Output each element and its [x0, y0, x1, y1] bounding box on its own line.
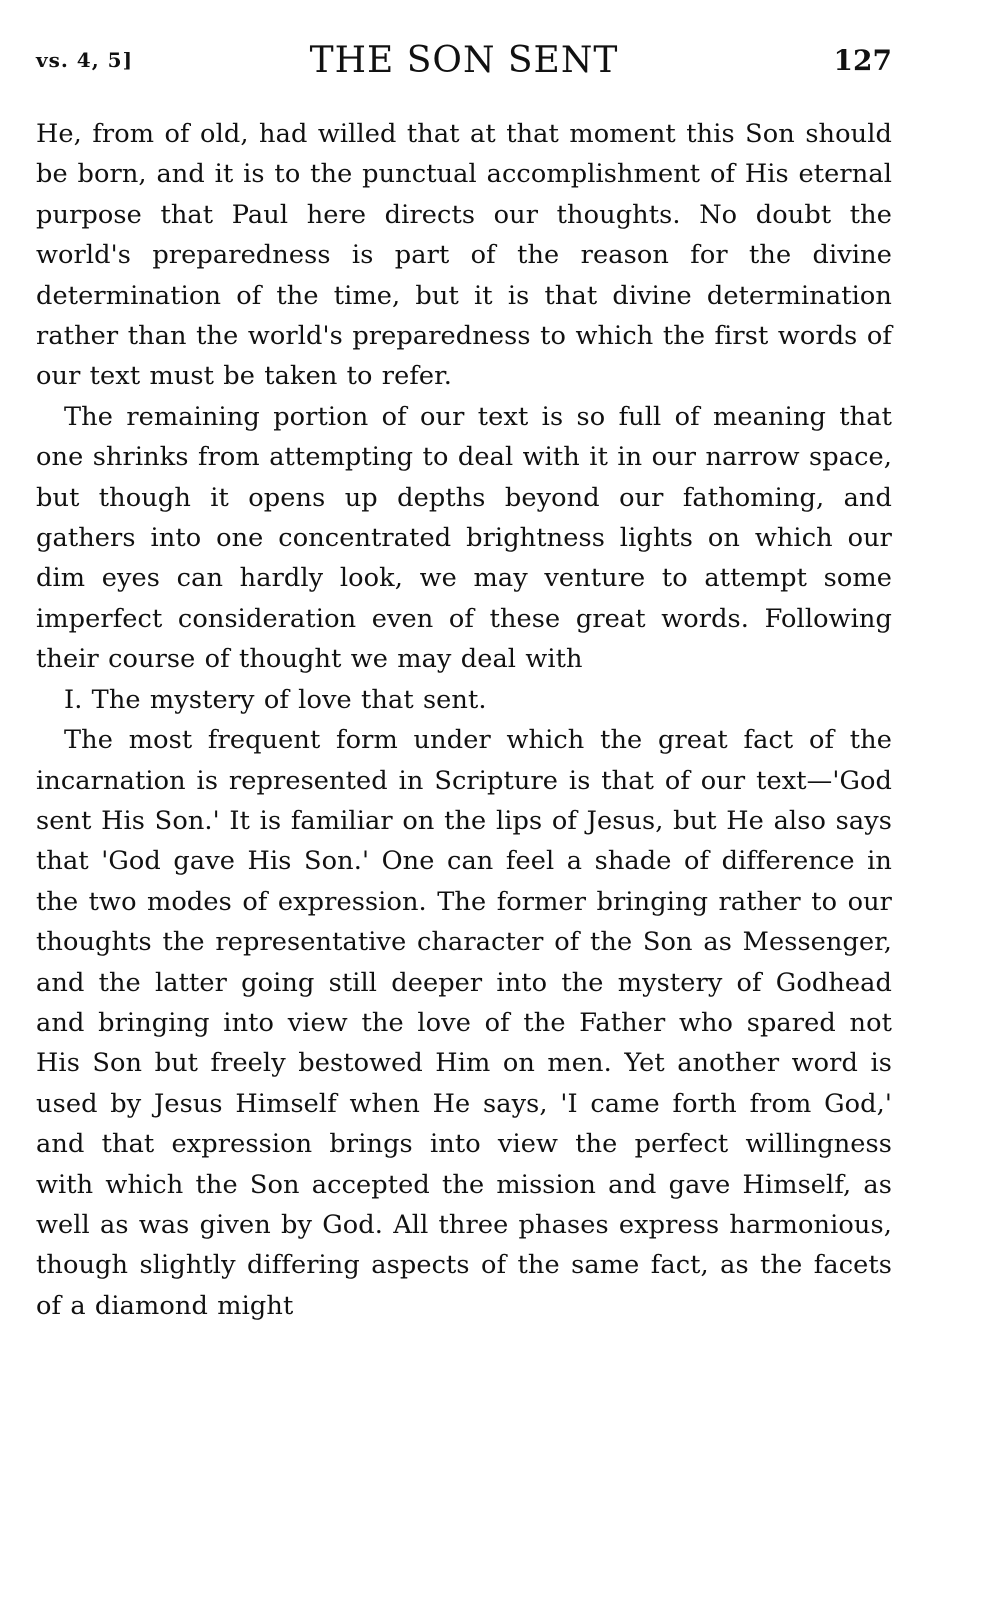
running-head [36, 40, 892, 100]
section-heading: I. The mystery of love that sent. [64, 684, 487, 715]
paragraph-continuation: He, from of old, had willed that at that moment this Son should be born, and it is to the punctual accomplishment of His eternal purpose that Paul here directs our thoughts. No doubt the world's preparedness is part of the reason for the divine determination of the time, but it is that divine determination rather than the world's preparedness to which the first words of our text must be taken to refer. [36, 119, 892, 392]
book-page [36, 40, 892, 1326]
paragraph: The remaining portion of our text is so full of meaning that one shrinks from attempting to deal with it in our narrow space, but though it opens up depths beyond our fathoming, and gathers into one concentrated brightness lights on which our dim eyes can hardly look, we may venture to attempt some imperfect consideration even of these great words. Following their course of thought we may deal with [36, 401, 892, 675]
body-text [36, 114, 892, 1326]
paragraph: The most frequent form under which the great fact of the incarnation is represented in Scripture is that of our text—'God sent His Son.' It is familiar on the lips of Jesus, but He also says that 'God gave His Son.' One can feel a shade of difference in the two modes of expression. The former bringing rather to our thoughts the representative character of the Son as Messenger, and the latter going still deeper into the mystery of Godhead and bringing into view the love of the Father who spared not His Son but freely bestowed Him on men. Yet another word is used by Jesus Himself when He says, 'I came forth from God,' and that expression brings into view the perfect willingness with which the Son accepted the mission and gave Himself, as well as was given by God. All three phases express harmonious, though slightly differing aspects of the same fact, as the facets of a diamond might [36, 725, 892, 1321]
page-number: 127 [833, 44, 892, 77]
running-title: THE SON SENT [309, 40, 619, 81]
verse-reference: vs. 4, 5] [36, 48, 134, 72]
